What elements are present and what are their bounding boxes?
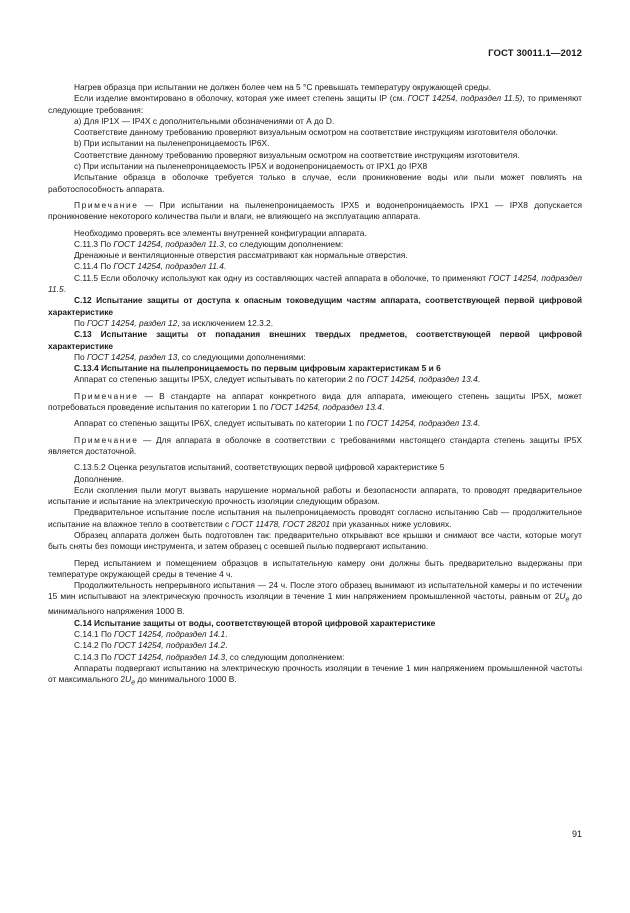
paragraph: С.14.2 По ГОСТ 14254, подраздел 14.2.: [74, 640, 228, 651]
list-item: с) При испытании на пыленепроницаемость IP5X и водонепроницаемость от IPX1 до IPX8: [74, 161, 428, 172]
section-heading: С.13.4 Испытание на пылепроницаемость по первым цифровым характеристикам 5 и 6: [74, 363, 441, 374]
voltage-symbol: U: [559, 591, 566, 602]
page-number: 91: [571, 829, 582, 839]
paragraph: Испытание образца в оболочке требуется только в случае, если проникновение воды или пыли может повлиять на работоспособность аппарата.: [48, 172, 582, 194]
reference: ГОСТ 14254, подраздел 11.4: [113, 261, 224, 272]
reference: ГОСТ 14254, раздел 12: [87, 317, 178, 328]
document-header: ГОСТ 30011.1—2012: [488, 48, 582, 59]
paragraph: Нагрев образца при испытании не должен более чем на 5 °С превышать температуру окружающей среды.: [74, 82, 492, 92]
voltage-subscript: e: [131, 679, 136, 687]
reference: ГОСТ 14254, подраздел 11.5: [48, 272, 582, 295]
paragraph: С.11.5 Если оболочку используют как одну из составляющих частей аппарата в оболочке, то применяют ГОСТ 14254, подраздел 11.5.: [48, 272, 582, 295]
reference: ГОСТ 14254, подраздел 13.4: [366, 374, 478, 385]
section-heading: С.13 Испытание защиты от попадания внешних твердых предметов, соответствующей первой цифровой характеристике: [48, 329, 582, 351]
paragraph: Аппараты подвергают испытанию на электрическую прочность изоляции в течение 1 мин напряжением промышленной частоты от максимального $2U_e$ до минимального 1000 В.: [48, 662, 582, 687]
paragraph: С.11.3 По ГОСТ 14254, подраздел 11.3, со следующим дополнением:: [74, 238, 344, 249]
note: Примечание — При испытании на пыленепроницаемость IPX5 и водонепроницаемость IPX1 — IPX8 допускается проникновение некоторого количества пыли и влаги, не влияющего на эксплуатацию аппарата.: [48, 199, 582, 222]
reference: ГОСТ 14254, подраздел 14.1: [114, 629, 226, 640]
note: Примечание — В стандарте на аппарат конкретного вида для аппарата, имеющего степень защиты IP5X, может потребоваться проведение испытания по категории 1 по ГОСТ 14254, подраздел 13.4.: [48, 390, 582, 413]
document-body: [48, 82, 582, 689]
paragraph: С.14.1 По ГОСТ 14254, подраздел 14.1.: [74, 629, 228, 640]
paragraph: Предварительное испытание после испытания на пылепроницаемость проводят согласно испытанию Cab — продолжительное испытание на влажное тепло в соответствии с ГОСТ 11478, ГОСТ 28201 при указанных ниже условиях.: [48, 507, 582, 529]
paragraph: Если скопления пыли могут вызвать нарушение нормальной работы и безопасности аппарата, то проводят предварительное испытание и испытание на электрическую прочность изоляции следующим образом.: [48, 484, 582, 507]
paragraph: Необходимо проверять все элементы внутренней конфигурации аппарата.: [74, 227, 367, 238]
paragraph: Дренажные и вентиляционные отверстия рассматривают как нормальные отверстия.: [74, 250, 408, 261]
paragraph: С.14.3 По ГОСТ 14254, подраздел 14.3, со следующим дополнением:: [74, 651, 345, 662]
paragraph: Аппарат со степенью защиты IP6X, следует испытывать по категории 1 по ГОСТ 14254, подраздел 13.4.: [74, 418, 481, 429]
reference: ГОСТ 14254, подраздел 14.3: [114, 651, 226, 662]
section-heading: С.14 Испытание защиты от воды, соответствующей второй цифровой характеристике: [74, 617, 436, 628]
note-label: Примечание: [74, 390, 139, 401]
paragraph: Соответствие данному требованию проверяют визуальным осмотром на соответствие инструкциям изготовителя.: [74, 149, 520, 160]
paragraph: По ГОСТ 14254, раздел 13, со следующими дополнениями:: [74, 351, 306, 362]
voltage-subscript: e: [565, 597, 570, 605]
reference: ГОСТ 14254, подраздел 14.2: [114, 640, 226, 651]
paragraph: Если изделие вмонтировано в оболочку, которая уже имеет степень защиты IP (см. ГОСТ 14254, подраздел 11.5), то применяют следующие требования:: [48, 93, 583, 115]
reference: ГОСТ 14254, подраздел 11.5): [407, 93, 523, 104]
paragraph: Перед испытанием и помещением образцов в испытательную камеру они должны быть предварительно выдержаны при температуре окружающей среды в течение 4 ч.: [48, 557, 582, 579]
reference: ГОСТ 14254, подраздел 11.3: [113, 238, 224, 249]
reference: ГОСТ 14254, раздел 13: [87, 351, 178, 362]
paragraph: Образец аппарата должен быть подготовлен так: предварительно открывают все крышки и снимают все части, которые могут быть сняты без помощи инструмента, и затем образец с осевшей пылью подвергают испытанию.: [48, 529, 582, 552]
paragraph: С.13.5.2 Оценка результатов испытаний, соответствующих первой цифровой характеристике 5: [74, 462, 445, 473]
voltage-symbol: U: [125, 674, 132, 685]
paragraph: Продолжительность непрерывного испытания — 24 ч. После этого образец вынимают из испытательной камеры и по истечении 15 мин испытывают на электрическую прочность изоляции в течение 1 мин напряжением промышленной частоты, равным от $2U_e$ до минимального напряжения 1000 В.: [48, 580, 582, 617]
reference: ГОСТ 11478, ГОСТ 28201: [231, 518, 331, 529]
note: Примечание — Для аппарата в оболочке в соответствии с требованиями настоящего стандарта степень защиты IP5X является достаточной.: [48, 434, 582, 456]
paragraph: С.11.4 По ГОСТ 14254, подраздел 11.4.: [74, 261, 227, 272]
section-heading: С.12 Испытание защиты от доступа к опасным токоведущим частям аппарата, соответствующей первой цифровой характеристике: [48, 295, 582, 317]
list-item: b) При испытании на пыленепроницаемость IP6X.: [74, 138, 270, 149]
list-item: a) Для IP1X — IP4X с дополнительными обозначениями от А до D.: [74, 115, 335, 126]
note-label: Примечание: [74, 199, 139, 210]
paragraph: Аппарат со степенью защиты IP5X, следует испытывать по категории 2 по ГОСТ 14254, подраздел 13.4.: [74, 374, 481, 385]
paragraph: Дополнение.: [74, 473, 124, 484]
reference: ГОСТ 14254, подраздел 13.4: [366, 418, 478, 429]
reference: ГОСТ 14254, подраздел 13.4: [270, 402, 382, 413]
paragraph: По ГОСТ 14254, раздел 12, за исключением 12.3.2.: [74, 317, 274, 328]
paragraph: Соответствие данному требованию проверяют визуальным осмотром на соответствие инструкциям изготовителя оболочки.: [74, 127, 558, 138]
note-label: Примечание: [74, 434, 139, 445]
